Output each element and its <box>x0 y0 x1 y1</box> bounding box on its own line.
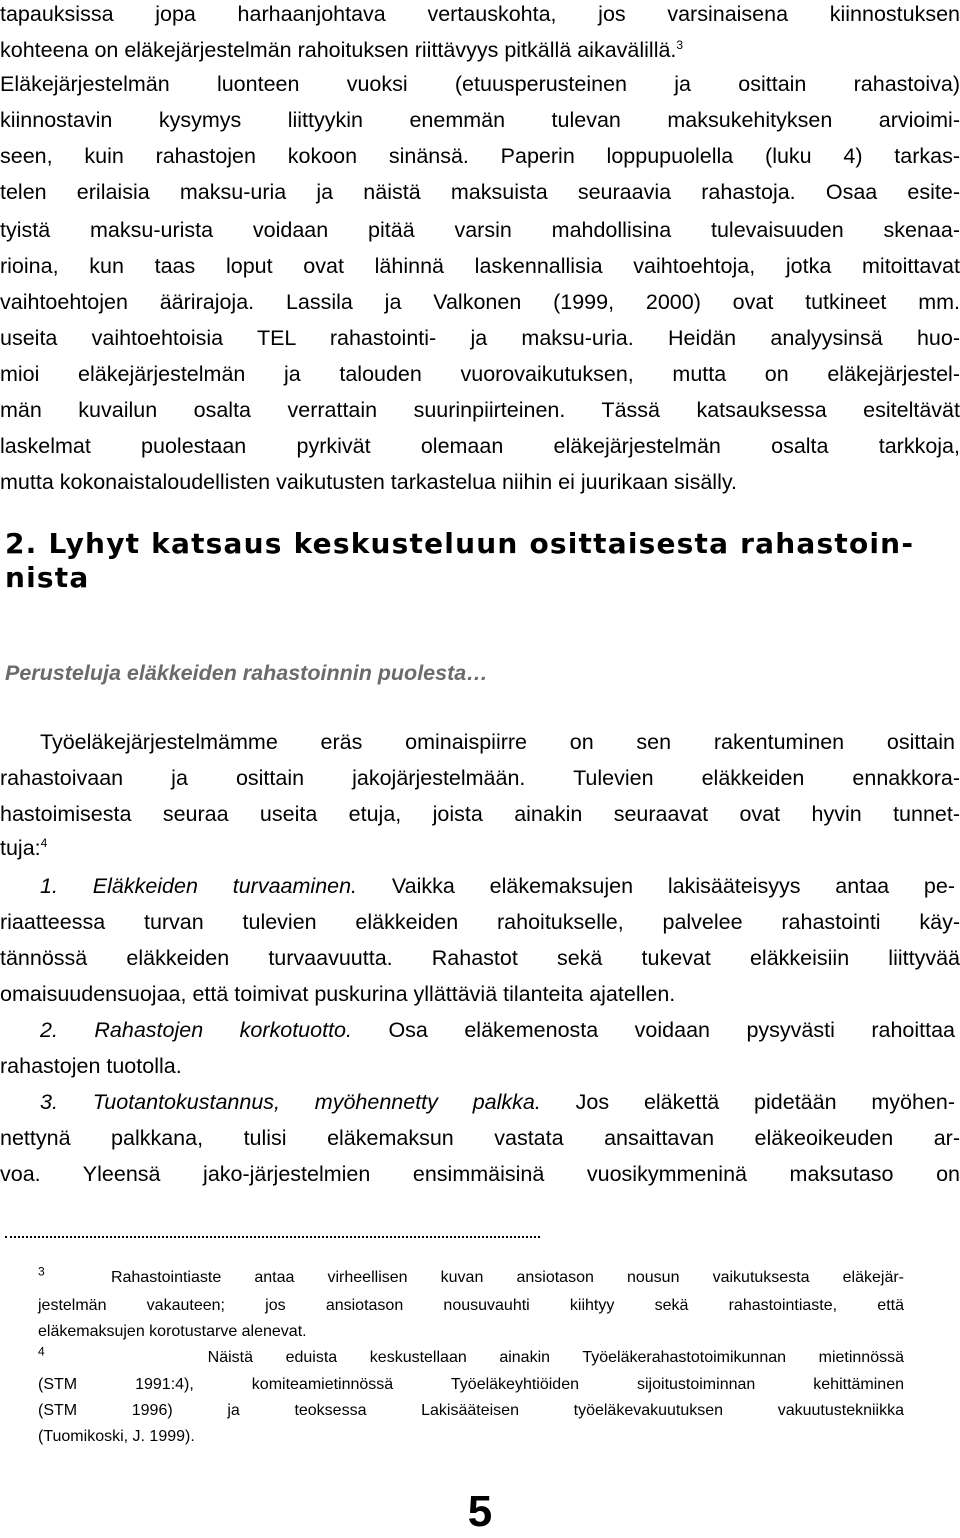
body-line: tuja:$^4$ <box>0 835 48 860</box>
body-line: Työeläkejärjestelmämme eräs ominaispiirre on sen rakentuminen osittain <box>40 730 955 754</box>
footnote-line: jestelmän vakauteen; jos ansiotason nousuvauhti kiihtyy sekä rahastointiaste, että <box>38 1297 904 1314</box>
intro-line: kiinnostavin kysymys liittyykin enemmän tulevan maksukehityksen arvioimi- <box>0 108 960 132</box>
intro-line: telen erilaisia maksu-uria ja näistä maksuista seuraavia rahastoja. Osaa esite- <box>0 180 960 204</box>
footnote-line: (Tuomikoski, J. 1999). <box>38 1428 195 1445</box>
list-item-term: 1. Eläkkeiden turvaaminen. <box>40 874 358 898</box>
list-item-term: 3. Tuotantokustannus, myöhennetty palkka. <box>40 1090 541 1114</box>
intro-line: laskelmat puolestaan pyrkivät olemaan eläkejärjestelmän osalta tarkkoja, <box>0 434 960 458</box>
footnote-ref: 4 <box>40 835 48 850</box>
list-item-line: nettynä palkkana, tulisi eläkemaksun vastata ansaittavan eläkeoikeuden ar- <box>0 1126 960 1150</box>
footnote-line: eläkemaksujen korotustarve alenevat. <box>38 1323 307 1340</box>
intro-line: tyistä maksu-urista voidaan pitää varsin mahdollisina tulevaisuuden skenaa- <box>0 218 960 242</box>
footnote-ref: 3 <box>676 37 684 52</box>
section-heading: 2. Lyhyt katsaus keskusteluun osittaisesta rahastoin- <box>5 527 915 560</box>
subheading: Perusteluja eläkkeiden rahastoinnin puolesta… <box>5 661 488 685</box>
intro-line: kohteena on eläkejärjestelmän rahoituksen riittävyys pitkällä aikavälillä.$^3$ <box>0 37 684 62</box>
footnote-separator <box>5 1236 540 1238</box>
intro-line: seen, kuin rahastojen kokoon sinänsä. Paperin loppupuolella (luku 4) tarkas- <box>0 144 960 168</box>
list-item-line: voa. Yleensä jako-järjestelmien ensimmäisinä vuosikymmeninä maksutaso on <box>0 1162 960 1186</box>
footnote: $^3$ Rahastointiaste antaa virheellisen kuvan ansiotason nousun vaikutuksesta eläkejär- <box>38 1264 905 1286</box>
list-item-line: riaatteessa turvan tulevien eläkkeiden rahoitukselle, palvelee rahastointi käy- <box>0 910 960 934</box>
section-heading-continued: nista <box>5 561 90 594</box>
intro-line: vaihtoehtojen äärirajoja. Lassila ja Valkonen (1999, 2000) ovat tutkineet mm. <box>0 290 960 314</box>
intro-line: mutta kokonaistaloudellisten vaikutusten tarkastelua niihin ei juurikaan sisälly. <box>0 470 737 494</box>
intro-line: tapauksissa jopa harhaanjohtava vertauskohta, jos varsinaisena kiinnostuksen <box>0 2 960 26</box>
list-item: 1. Eläkkeiden turvaaminen. Vaikka eläkemaksujen lakisääteisyys antaa pe- <box>40 874 956 898</box>
body-line: rahastoivaan ja osittain jakojärjestelmään. Tulevien eläkkeiden ennakkora- <box>0 766 960 790</box>
page-number: 5 <box>467 1487 493 1536</box>
body-line: hastoimisesta seuraa useita etuja, joista ainakin seuraavat ovat hyvin tunnet- <box>0 802 960 826</box>
intro-line: mioi eläkejärjestelmän ja talouden vuorovaikutuksen, mutta on eläkejärjestel- <box>0 362 960 386</box>
footnote-number: 3 <box>38 1264 45 1279</box>
list-item: 2. Rahastojen korkotuotto. Osa eläkemenosta voidaan pysyvästi rahoittaa <box>40 1018 955 1042</box>
list-item: 3. Tuotantokustannus, myöhennetty palkka. Jos eläkettä pidetään myöhen- <box>40 1090 956 1114</box>
footnote-number: 4 <box>38 1344 45 1359</box>
list-item-line: tännössä eläkkeiden turvaavuutta. Rahastot sekä tukevat eläkkeisiin liittyvää <box>0 946 960 970</box>
footnote-line: (STM 1996) ja teoksessa Lakisääteisen työeläkevakuutuksen vakuutustekniikka <box>38 1402 904 1419</box>
footnote-line: (STM 1991:4), komiteamietinnössä Työeläkeyhtiöiden sijoitustoiminnan kehittäminen <box>38 1376 904 1393</box>
intro-line: rioina, kun taas loput ovat lähinnä laskennallisia vaihtoehtoja, jotka mitoittavat <box>0 254 960 278</box>
list-item-term: 2. Rahastojen korkotuotto. <box>40 1018 352 1042</box>
footnote: $^4$ Näistä eduista keskustellaan ainakin Työeläkerahastotoimikunnan mietinnössä <box>38 1344 904 1366</box>
intro-line: Eläkejärjestelmän luonteen vuoksi (etuusperusteinen ja osittain rahastoiva) <box>0 72 960 96</box>
intro-line: män kuvailun osalta verrattain suurinpiirteinen. Tässä katsauksessa esiteltävät <box>0 398 960 422</box>
list-item-line: omaisuudensuojaa, että toimivat puskurina yllättäviä tilanteita ajatellen. <box>0 982 676 1006</box>
list-item-line: rahastojen tuotolla. <box>0 1054 182 1078</box>
intro-line: useita vaihtoehtoisia TEL rahastointi- ja maksu-uria. Heidän analyysinsä huo- <box>0 326 960 350</box>
